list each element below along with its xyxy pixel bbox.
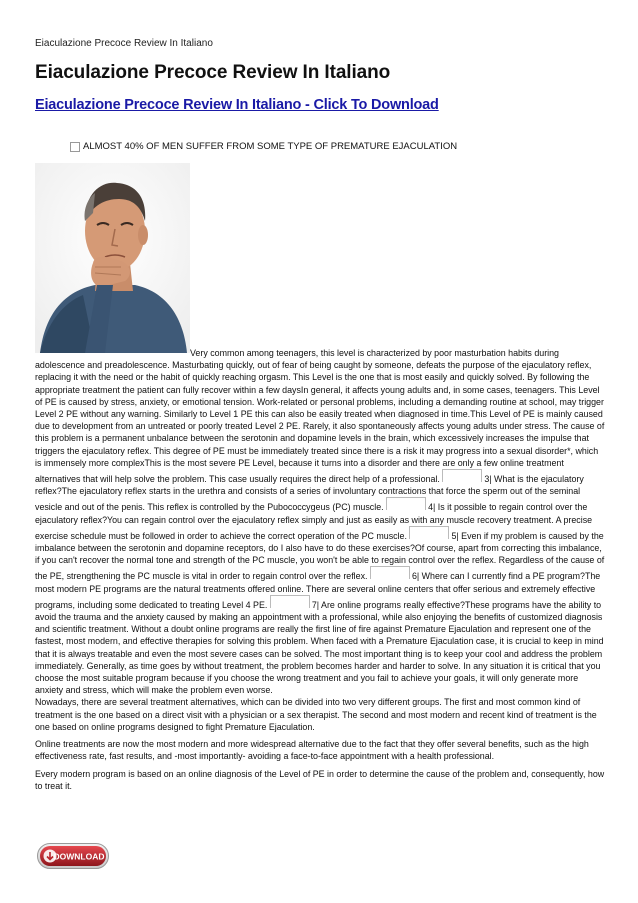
download-link[interactable]: Eiaculazione Precoce Review In Italiano - Click To Download bbox=[35, 97, 439, 113]
paragraph-segment: Nowadays, there are several treatment alternatives, which can be divided into two very different groups. The first and most common kind of treatment is the one based on a direct visit with a physician or a sex therapist. The second and most modern and recent kind of treatment is the one based on online programs designed to fight Premature Ejaculation. bbox=[35, 697, 597, 732]
running-header: Eiaculazione Precoce Review In Italiano bbox=[35, 38, 213, 49]
worried-man-photo bbox=[35, 163, 190, 353]
broken-image-placeholder bbox=[270, 595, 310, 608]
download-button-label: DOWNLOAD bbox=[53, 851, 105, 862]
broken-image-placeholder bbox=[442, 469, 482, 482]
broken-image-placeholder bbox=[409, 526, 449, 539]
article-paragraph: Every modern program is based on an online diagnosis of the Level of PE in order to determine the cause of the problem and, consequently, how to treat it. bbox=[35, 768, 605, 791]
article-body bbox=[35, 347, 605, 797]
paragraph-segment: 6| Where can I currently find a PE program?The most modern PE programs are the natural treatments offered online. There are several online centers that offer serious and extremely effective programs, including some dedicated to treating Level 4 PE. bbox=[35, 571, 601, 610]
headline-bullet bbox=[70, 141, 457, 152]
broken-image-placeholder bbox=[370, 566, 410, 579]
paragraph-segment: 3| What is the ejaculatory reflex?The ejaculatory reflex starts in the urethra and consists of a series of involuntary contractions that force the sperm out of the seminal vesicle and out of the penis. This reflex is controlled by the Pubococcygeus (PC) muscle. bbox=[35, 474, 584, 513]
download-button[interactable] bbox=[37, 843, 109, 869]
paragraph-segment: 7| Are online programs really effective?These programs have the ability to avoid the trauma and the anxiety caused by making an appointment with a professional, while also enjoying the benefits of customized diagnosis and scientific treatment. Without a doubt online programs are really the first line of fire against Premature Ejaculation and represent one of the fastest, most modern, and effective therapies for solving this problem. When faced with a Premature Ejaculation case, it is crucial to keep in mind that it is always treatable and even the most severe cases can be solved. The most important thing is to keep your cool and address the problem immediately. Generally, as time goes by without treatment, the problem becomes harder and harder to solve. In any situation it is critical that you choose the most suitable program because if you choose the wrong treatment and you fail to achieve your goals, it will only generate more anxiety and stress, which will make the problem even worse. bbox=[35, 599, 604, 696]
headline-text: ALMOST 40% OF MEN SUFFER FROM SOME TYPE OF PREMATURE EJACULATION bbox=[83, 141, 458, 152]
paragraph-segment: 5| Even if my problem is caused by the imbalance between the serotonin and dopamine receptors, do I also have to do these exercises?Of course, apart from correcting this imbalance, if you can't recover the normal tone and strength of the PC muscle, you won't be able to regain control over the reflex. Regardless of the cause of the PE, strengthening the PC muscle is vital in order to regain control over the reflex. bbox=[35, 530, 605, 582]
article-paragraph bbox=[35, 347, 605, 733]
article-paragraph: Online treatments are now the most modern and more widespread alternative due to the fact that they offer several benefits, such as the high effectiveness rate, fast results, and -most importantly- avoiding a face-to-face appointment with a health professional. bbox=[35, 739, 589, 762]
broken-image-placeholder bbox=[386, 497, 426, 510]
page-title: Eiaculazione Precoce Review In Italiano bbox=[35, 62, 391, 83]
checkbox-glyph-icon bbox=[70, 142, 80, 152]
paragraph-segment: 4| Is it possible to regain control over the ejaculatory reflex?You can regain control over the ejaculatory reflex simply and just as easily as with any muscle recovery treatment. A precise exercise schedule must be followed in order to achieve the correct operation of the PC muscle. bbox=[35, 502, 593, 541]
paragraph-segment: Very common among teenagers, this level is characterized by poor masturbation habits during adolescence and preadolescence. Masturbating quickly, out of fear of being caught by someone, defeats the purpose of the ejaculatory reflex, replacing it with the need or the habit of quickly reaching orgasm. This Level is the one that is most easily and quickly solved. By following the appropriate treatment the patient can fully recover within a few daysIn general, it affects young adults and, in some cases, teenagers. This Level of PE is caused by stress, anxiety, or emotional tension. Work-related or personal problems, including a demanding routine at school, may trigger Level 2 PE without any warning. Similarly to Level 1 PE this can also be easily treated when diagnosed in time.This Level of PE is mainly caused due to development from an untreated or poorly treated Level 2 PE. Rarely, it also spontaneously affects young adults under stress. The cause of this problem is a permanent unbalance between the serotonin and dopamine levels in the brain, which excessively increases the impulse that triggers the ejaculatory reflex. This degree of PE must be immediately treated since there is a risk it may progress into a sexual disorder*, which is immensely more complexThis is the most severe PE Level, because it turns into a disorder and there are only a few online treatment alternatives that will help solve the problem. This case usually requires the direct help of a professional. bbox=[35, 348, 605, 485]
man-illustration-icon bbox=[35, 163, 190, 353]
